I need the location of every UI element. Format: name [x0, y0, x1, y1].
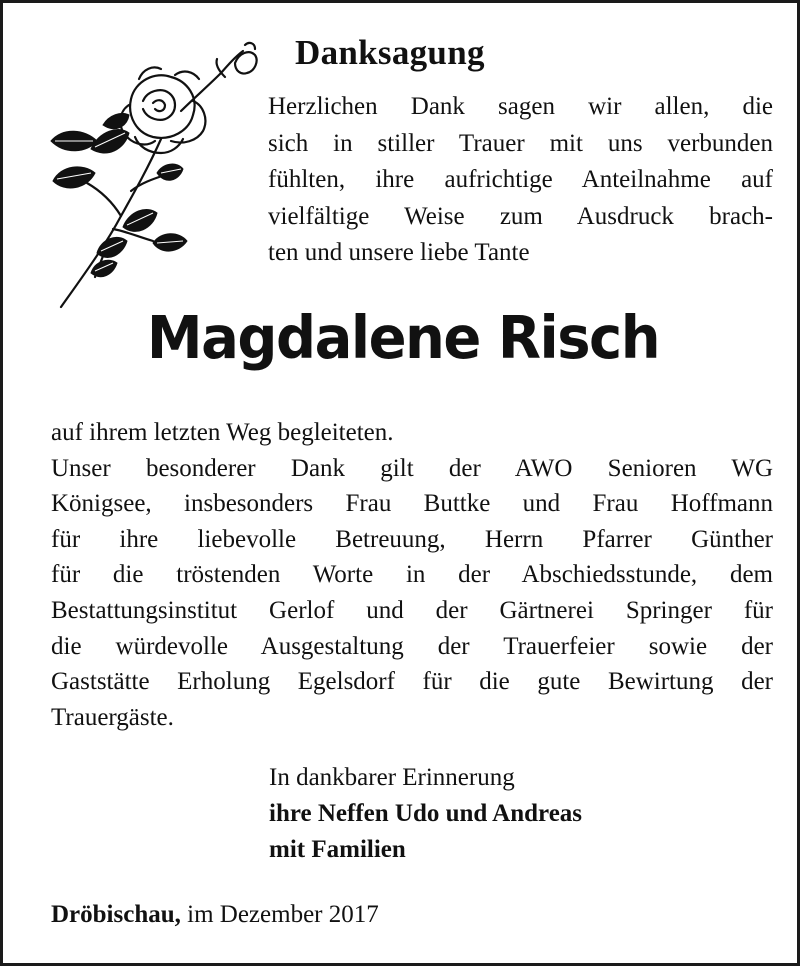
intro-line: sich in stiller Trauer mit uns verbunden — [268, 129, 773, 157]
thanks-body — [51, 415, 773, 735]
thanks-line: für ihre liebevolle Betreuung, Herrn Pfarrer Günther — [51, 525, 773, 553]
intro-line: Herzlichen Dank sagen wir allen, die — [268, 93, 773, 120]
rose-illustration — [43, 41, 265, 313]
signature-names: ihre Neffen Udo und Andreas — [269, 800, 583, 827]
place-date — [51, 897, 379, 933]
page-title: Danksagung — [295, 33, 485, 72]
deceased-name: Magdalene Risch — [146, 304, 660, 373]
intro-line: vielfältige Weise zum Ausdruck brach- — [268, 202, 773, 230]
body-first-line: auf ihrem letzten Weg begleiteten. — [51, 419, 394, 446]
signature-block — [269, 760, 582, 868]
intro-paragraph — [268, 89, 773, 272]
thanks-line: Gaststätte Erholung Egelsdorf für die gute Bewirtung der — [51, 668, 773, 696]
intro-line: fühlten, ihre aufrichtige Anteilnahme auf — [268, 166, 773, 193]
thanks-line: Unser besonderer Dank gilt der AWO Senioren WG — [51, 454, 773, 482]
place-name: Dröbischau, — [51, 901, 181, 928]
signature-family: mit Familien — [269, 836, 406, 863]
thanks-line: die würdevolle Ausgestaltung der Trauerfeier sowie der — [51, 632, 773, 660]
date-text: im Dezember 2017 — [180, 901, 379, 928]
thanks-line: Königsee, insbesonders Frau Buttke und Frau Hoffmann — [51, 490, 773, 518]
thanks-line: Bestattungsinstitut Gerlof und der Gärtnerei Springer für — [51, 596, 773, 624]
thanks-line: Trauergäste. — [51, 703, 174, 731]
thanks-line: für die tröstenden Worte in der Abschiedsstunde, dem — [51, 561, 773, 589]
signature-intro: In dankbarer Erinnerung — [269, 764, 515, 791]
intro-line: ten und unsere liebe Tante — [268, 239, 530, 266]
